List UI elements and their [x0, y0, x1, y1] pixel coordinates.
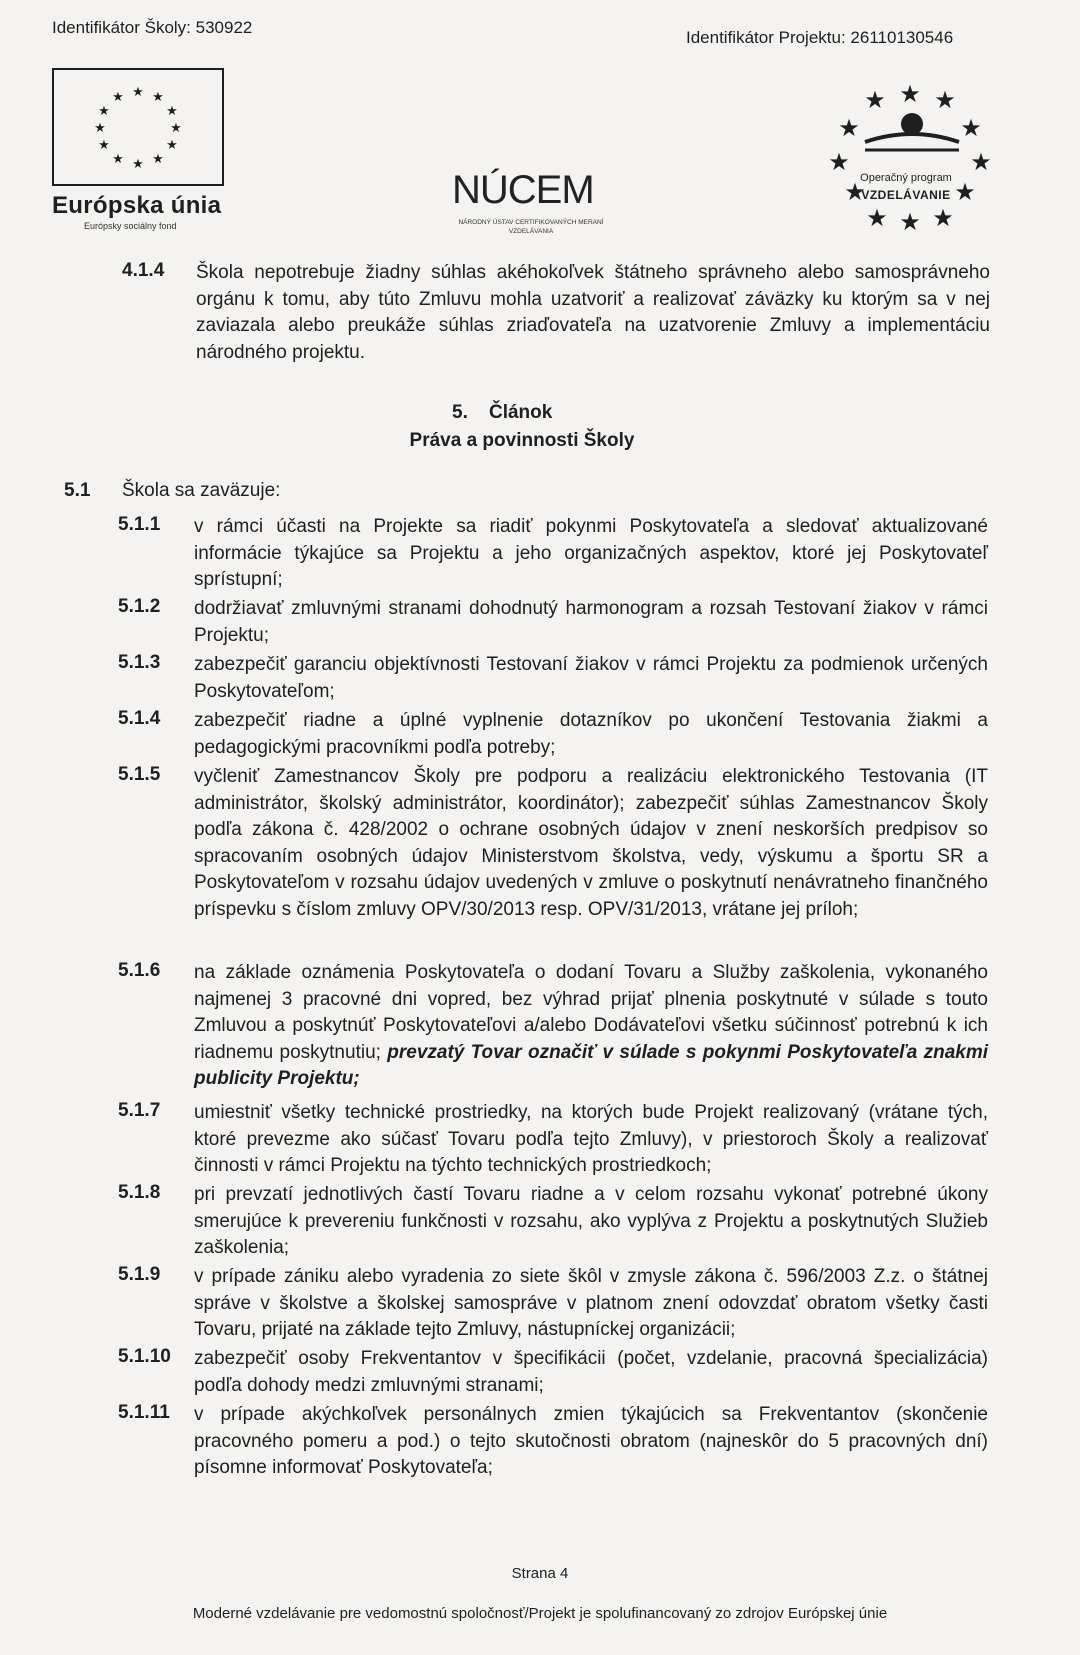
item-number: 5.1.10 — [118, 1346, 171, 1367]
eu-stars-icon — [54, 70, 222, 184]
svg-text:★: ★ — [166, 138, 178, 153]
item-plain-text: na základe oznámenia Poskytovateľa o dodaní Tovaru a Služby zaškolenia, vykonaného najmenej 3 pracovné dni vopred, bez výhrad prijať plnenia poskytnuté v súlade s touto Zmluvou a poskytnúť Poskytovateľovi a/alebo Dodávateľovi všetku súčinnosť potrebnú k ich riadnemu poskytnutiu; — [194, 962, 988, 1063]
eu-flag-logo — [52, 68, 224, 186]
item-number: 5.1.6 — [118, 960, 161, 981]
svg-text:★: ★ — [94, 121, 106, 136]
item-text: zabezpečiť osoby Frekventantov v špecifikácii (počet, vzdelanie, pracovná špecializácia) podľa dohody medzi zmluvnými stranami; — [194, 1348, 988, 1396]
svg-text:★: ★ — [960, 114, 982, 142]
item-number: 5.1.9 — [118, 1264, 161, 1285]
svg-text:★: ★ — [954, 178, 976, 206]
item-number: 5.1.11 — [118, 1402, 170, 1423]
school-identifier: Identifikátor Školy: 530922 — [52, 18, 253, 37]
op-vzdelavanie-logo — [825, 78, 995, 243]
svg-text:★: ★ — [970, 148, 992, 176]
svg-text:★: ★ — [844, 178, 866, 206]
item-number: 5.1.5 — [118, 764, 161, 785]
svg-text:★: ★ — [170, 121, 182, 136]
op-stars-book-icon — [825, 78, 995, 238]
footer-text: Moderné vzdelávanie pre vedomostnú spoločnosť/Projekt je spolufinancovaný zo zdrojov Európskej únie — [192, 1605, 888, 1622]
item-text: v prípade zániku alebo vyradenia zo siete škôl v zmysle zákona č. 596/2003 Z.z. o štátnej správe v školstve a školskej samospráve v platnom znení odovzdať obratom všetky časti Tovaru, prijaté na základe tejto Zmluvy, nástupníckej organizácii; — [194, 1266, 988, 1340]
svg-text:★: ★ — [828, 148, 850, 176]
svg-text:★: ★ — [838, 114, 860, 142]
svg-text:★: ★ — [132, 157, 144, 172]
item-number: 5.1.3 — [118, 652, 161, 673]
item-text: vyčleniť Zamestnancov Školy pre podporu a realizáciu elektronického Testovania (IT administrátor, školský administrátor, koordinátor); zabezpečiť súhlas Zamestnancov Školy podľa zákona č. 428/2002 o ochrane osobných údajov v znení neskorších predpisov so spracovaním osobných údajov Ministerstvom školstva, vedy, výskumu a športu SR a Poskytovateľom v rozsahu údajov uvedených v zmluve o poskytnutí nenávratneho finančného príspevku s číslom zmluvy OPV/30/2013 resp. OPV/31/2013, vrátane jej príloh; — [194, 766, 988, 920]
item-text: umiestniť všetky technické prostriedky, na ktorých bude Projekt realizovaný (vrátane tých, ktoré prevezme ako súčasť Tovaru podľa tejto Zmluvy), v priestoroch Školy a realizovať činnosti v rámci Projektu na týchto technických prostriedkoch; — [194, 1102, 988, 1176]
svg-text:★: ★ — [166, 104, 178, 119]
item-number: 5.1.4 — [118, 708, 161, 729]
page-number: Strana 4 — [511, 1565, 569, 1582]
svg-text:★: ★ — [899, 208, 921, 236]
item-number: 5.1.2 — [118, 596, 161, 617]
svg-text:★: ★ — [899, 80, 921, 108]
article-label: Článok — [488, 402, 553, 423]
item-text: zabezpečiť garanciu objektívnosti Testovaní žiakov v rámci Projektu za podmienok určených Poskytovateľom; — [194, 654, 988, 702]
clause-text: Škola nepotrebuje žiadny súhlas akéhokoľvek štátneho správneho alebo samosprávneho orgánu k tomu, aby túto Zmluvu mohla uzatvoriť a realizovať záväzky ku ktorým sa v nej zaviazala alebo preukáže súhlas zriaďovateľa na uzatvorenie Zmluvy a implementáciu národného projektu. — [196, 262, 990, 363]
item-emphasis-text: prevzatý Tovar označiť v súlade s pokynmi Poskytovateľa znakmi publicity Projektu; — [194, 1041, 989, 1089]
project-identifier: Identifikátor Projektu: 26110130546 — [686, 28, 954, 47]
svg-text:★: ★ — [112, 90, 124, 105]
section-text: Škola sa zaväzuje: — [122, 480, 281, 501]
article-heading — [452, 402, 652, 424]
svg-text:★: ★ — [864, 86, 886, 114]
item-text: zabezpečiť riadne a úplné vyplnenie dotazníkov po ukončení Testovania žiakmi a pedagogickými pracovníkmi podľa potreby; — [194, 710, 988, 758]
op-logo-line2: VZDELÁVANIE — [861, 188, 951, 202]
svg-text:★: ★ — [98, 104, 110, 119]
item-text: dodržiavať zmluvnými stranami dohodnutý harmonogram a rozsah Testovaní žiakov v rámci Projektu; — [194, 598, 988, 646]
nucem-logo: NÚCEM — [452, 168, 594, 212]
svg-text:★: ★ — [152, 90, 164, 105]
svg-text:★: ★ — [866, 204, 888, 232]
item-number: 5.1.1 — [118, 514, 161, 535]
section-number: 5.1 — [64, 480, 91, 501]
item-number: 5.1.7 — [118, 1100, 161, 1121]
svg-text:★: ★ — [112, 152, 124, 167]
svg-text:★: ★ — [932, 204, 954, 232]
item-text: v rámci účasti na Projekte sa riadiť pokynmi Poskytovateľa a sledovať aktualizované informácie týkajúce sa Projektu a jeho organizačných aspektov, ktoré jej Poskytovateľ sprístupní; — [194, 516, 988, 590]
item-text: v prípade akýchkoľvek personálnych zmien týkajúcich sa Frekventantov (skončenie pracovného pomeru a pod.) o tejto skutočnosti obratom (najneskôr do 5 pracovných dní) písomne informovať Poskytovateľa; — [194, 1404, 988, 1478]
svg-text:★: ★ — [132, 85, 144, 100]
article-title: Práva a povinnosti Školy — [409, 430, 635, 451]
eu-logo-title: Európska únia — [52, 192, 222, 219]
item-text: pri prevzatí jednotlivých častí Tovaru riadne a v celom rozsahu vykonať potrebné úkony smerujúce k prevereniu funkčnosti v rozsahu, ako vyplýva z Projektu a poskytnutých Služieb zaškolenia; — [194, 1184, 988, 1258]
eu-logo-subtitle: Európsky sociálny fond — [84, 221, 177, 231]
clause-number: 4.1.4 — [122, 260, 165, 281]
svg-text:★: ★ — [152, 152, 164, 167]
op-logo-line1: Operačný program — [860, 172, 952, 184]
svg-text:★: ★ — [934, 86, 956, 114]
nucem-logo-subtitle: NÁRODNÝ ÚSTAV CERTIFIKOVANÝCH MERANÍ VZDELÁVANIA — [458, 219, 604, 235]
item-number: 5.1.8 — [118, 1182, 161, 1203]
article-number: 5. — [452, 402, 468, 423]
svg-text:★: ★ — [98, 138, 110, 153]
item-text — [194, 960, 988, 1093]
